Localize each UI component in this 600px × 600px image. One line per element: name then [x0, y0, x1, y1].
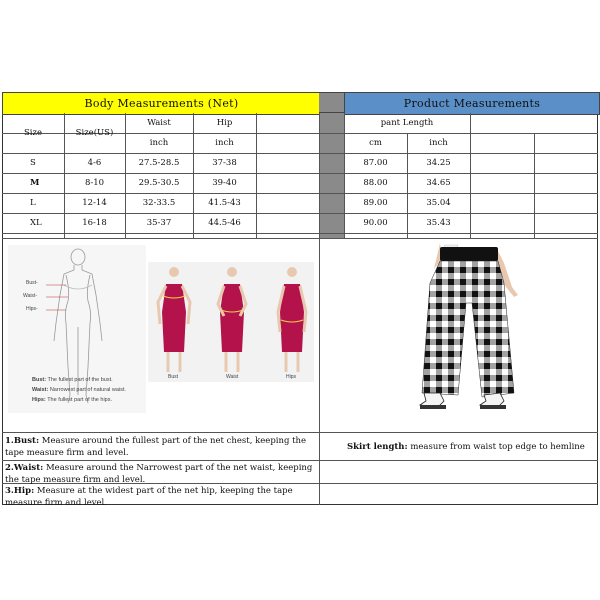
caption-hips: Hips: [286, 374, 297, 380]
figure-label-waist: Waist-: [23, 293, 37, 299]
cell-size: S: [30, 158, 36, 168]
cell-cm: 87.00: [363, 158, 388, 168]
cell-cm: 90.00: [363, 218, 388, 228]
grid-line: [2, 432, 598, 433]
legend-hips: [32, 397, 112, 403]
legend-bust-text: The fullest part of the bust.: [47, 377, 113, 383]
product-photo: [400, 243, 530, 418]
col-unit-cm: cm: [369, 138, 382, 148]
col-unit-inch: inch: [429, 138, 448, 148]
cell-size-us: 8-10: [84, 178, 105, 188]
legend-waist: [32, 387, 126, 393]
col-header-size-us: Size(US): [75, 128, 114, 138]
note-bust-text: Measure around the fullest part of the net chest, keeping the tape measure firm and level.: [5, 436, 307, 458]
cell-size: M: [30, 178, 40, 188]
cell-hip: 37-38: [212, 158, 237, 168]
cell-waist: 35-37: [146, 218, 172, 228]
cell-hip: 41.5-43: [208, 198, 241, 208]
cell-size-us: 12-14: [82, 198, 107, 208]
legend-bust: [32, 377, 113, 383]
grid-line: [470, 113, 471, 238]
figure-label-hips: Hips-: [26, 306, 38, 312]
legend-hips-term: Hips:: [32, 397, 46, 403]
cell-cm: 88.00: [363, 178, 388, 188]
cell-inch: 34.65: [426, 178, 451, 188]
cell-size-us: 16-18: [82, 218, 107, 228]
grid-line: [2, 233, 598, 234]
grid-line: [319, 113, 320, 238]
body-figure-panel: [8, 245, 146, 413]
note-skirt-text: measure from waist top edge to hemline: [407, 442, 585, 452]
cell-inch: 35.43: [426, 218, 451, 228]
note-bust-label: 1.Bust:: [5, 436, 40, 446]
dress-figures-panel: [148, 262, 314, 382]
dress-figures: [148, 262, 314, 382]
note-hip-label: 3.Hip:: [5, 486, 35, 496]
figure-label-bust: Bust-: [26, 280, 38, 286]
note-hip-text: Measure at the widest part of the net hip, keeping the tape measure firm and level.: [5, 486, 293, 508]
col-header-size: Size: [23, 128, 43, 138]
legend-waist-term: Waist:: [32, 387, 49, 393]
cell-waist: 29.5-30.5: [138, 178, 180, 188]
col-header-pant-length: pant Length: [380, 118, 434, 128]
product-measurements-header: Product Measurements: [344, 92, 600, 115]
note-skirt-length: [344, 440, 598, 454]
note-skirt-label: Skirt length:: [347, 442, 408, 452]
grid-line: [534, 133, 535, 238]
col-unit-hip: inch: [215, 138, 234, 148]
cell-hip: 44.5-46: [208, 218, 241, 228]
grid-line: [256, 113, 257, 238]
col-header-waist: Waist: [147, 118, 171, 128]
legend-waist-text: Narrowest part of natural waist.: [49, 387, 126, 393]
cell-hip: 39-40: [212, 178, 237, 188]
grid-line: [2, 238, 598, 239]
note-bust: [2, 434, 318, 460]
caption-bust: Bust: [168, 374, 179, 380]
caption-waist: Waist: [226, 374, 239, 380]
legend-hips-text: The fullest part of the hips.: [47, 397, 113, 403]
table-divider-column: [319, 113, 344, 238]
header-gap: [319, 92, 344, 113]
legend-bust-term: Bust:: [32, 377, 47, 383]
note-waist-label: 2.Waist:: [5, 463, 44, 473]
note-waist-text: Measure around the Narrowest part of the net waist, keeping the tape measure firm and level.: [5, 463, 313, 485]
cell-inch: 34.25: [426, 158, 451, 168]
col-header-hip: Hip: [216, 118, 233, 128]
cell-cm: 89.00: [363, 198, 388, 208]
cell-size-us: 4-6: [87, 158, 102, 168]
cell-size: L: [30, 198, 36, 208]
note-waist: [2, 461, 318, 483]
cell-inch: 35.04: [426, 198, 451, 208]
col-unit-waist: inch: [149, 138, 169, 148]
cell-waist: 32-33.5: [142, 198, 176, 208]
cell-size: XL: [30, 218, 42, 228]
note-hip: [2, 484, 318, 508]
plaid-pants-illustration: [400, 243, 530, 418]
body-measurements-header: Body Measurements (Net): [2, 92, 321, 115]
section-divider-line: [319, 238, 320, 505]
cell-waist: 27.5-28.5: [138, 158, 180, 168]
